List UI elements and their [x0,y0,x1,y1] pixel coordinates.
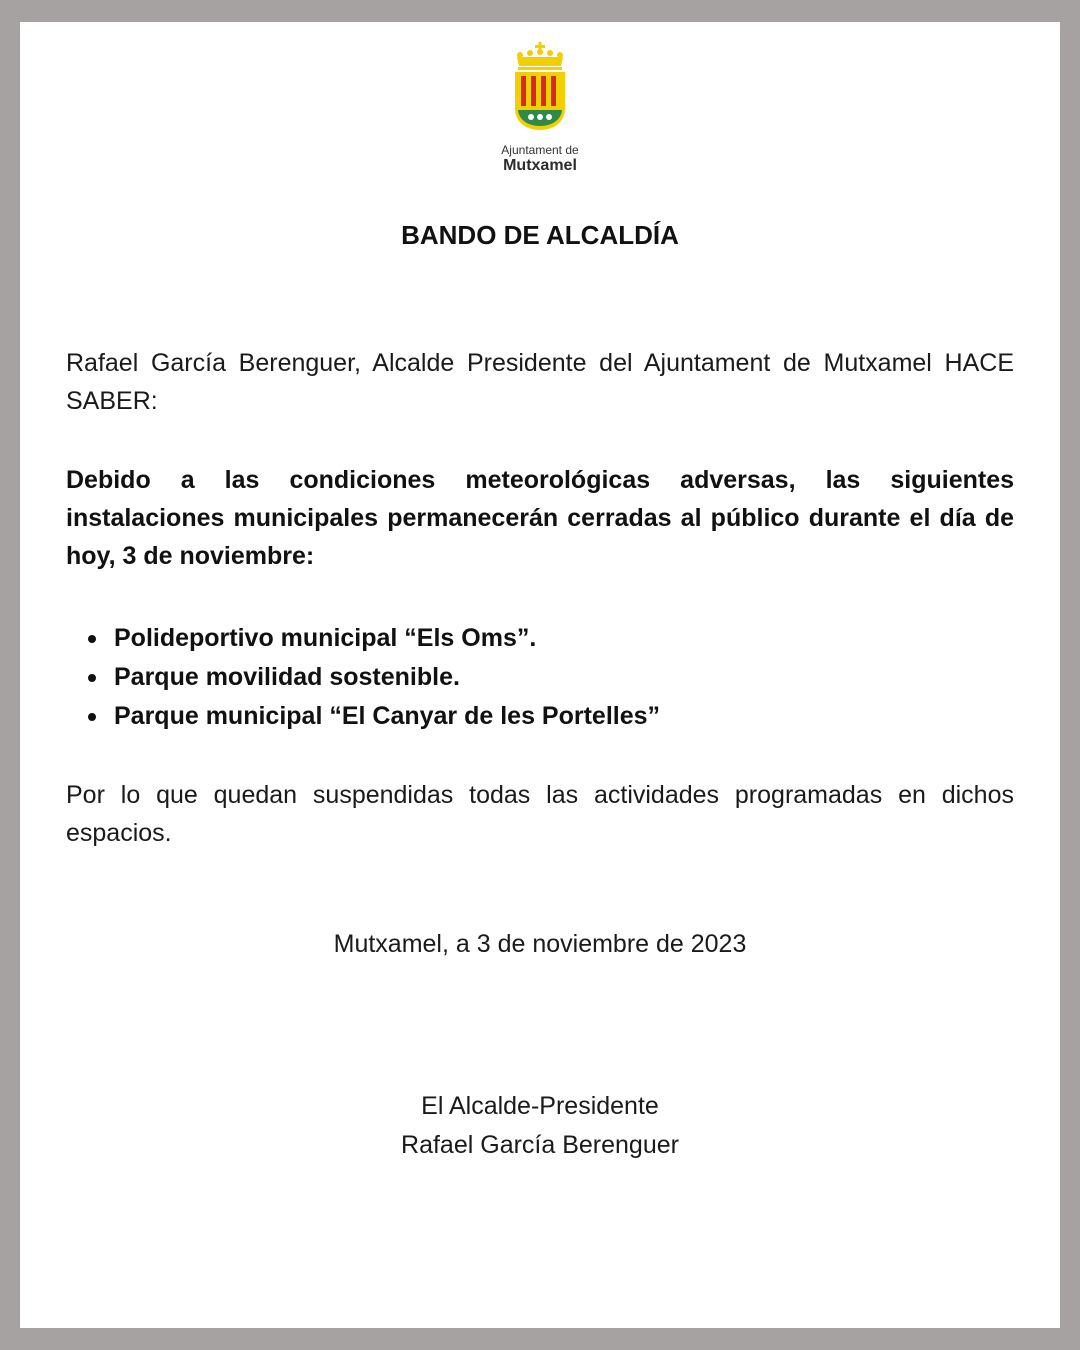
document-date: Mutxamel, a 3 de noviembre de 2023 [333,930,747,958]
signature-name: Rafael García Berenguer [401,1131,679,1159]
list-item: Polideportivo municipal “Els Oms”. [66,619,660,658]
list-item: Parque municipal “El Canyar de les Portelles” [66,697,660,736]
document-page [20,22,1060,1328]
logo-text-ajuntament: Ajuntament de [501,143,579,157]
list-item: Parque movilidad sostenible. [66,658,660,697]
coat-of-arms-icon [512,40,568,134]
signature-block [20,1087,1060,1165]
logo-text-mutxamel: Mutxamel [503,157,577,174]
closed-facilities-list [66,619,660,736]
notice-paragraph: Debido a las condiciones meteorológicas adversas, las siguientes instalaciones municipales permanecerán cerradas al público durante el día de hoy, 3 de noviembre: [66,466,1014,570]
document-title: BANDO DE ALCALDÍA [401,220,679,250]
municipal-logo [490,40,590,200]
intro-paragraph: Rafael García Berenguer, Alcalde Presidente del Ajuntament de Mutxamel HACE SABER: [66,349,1014,415]
signature-role: El Alcalde-Presidente [421,1092,659,1120]
closing-paragraph: Por lo que quedan suspendidas todas las actividades programadas en dichos espacios. [66,781,1014,847]
